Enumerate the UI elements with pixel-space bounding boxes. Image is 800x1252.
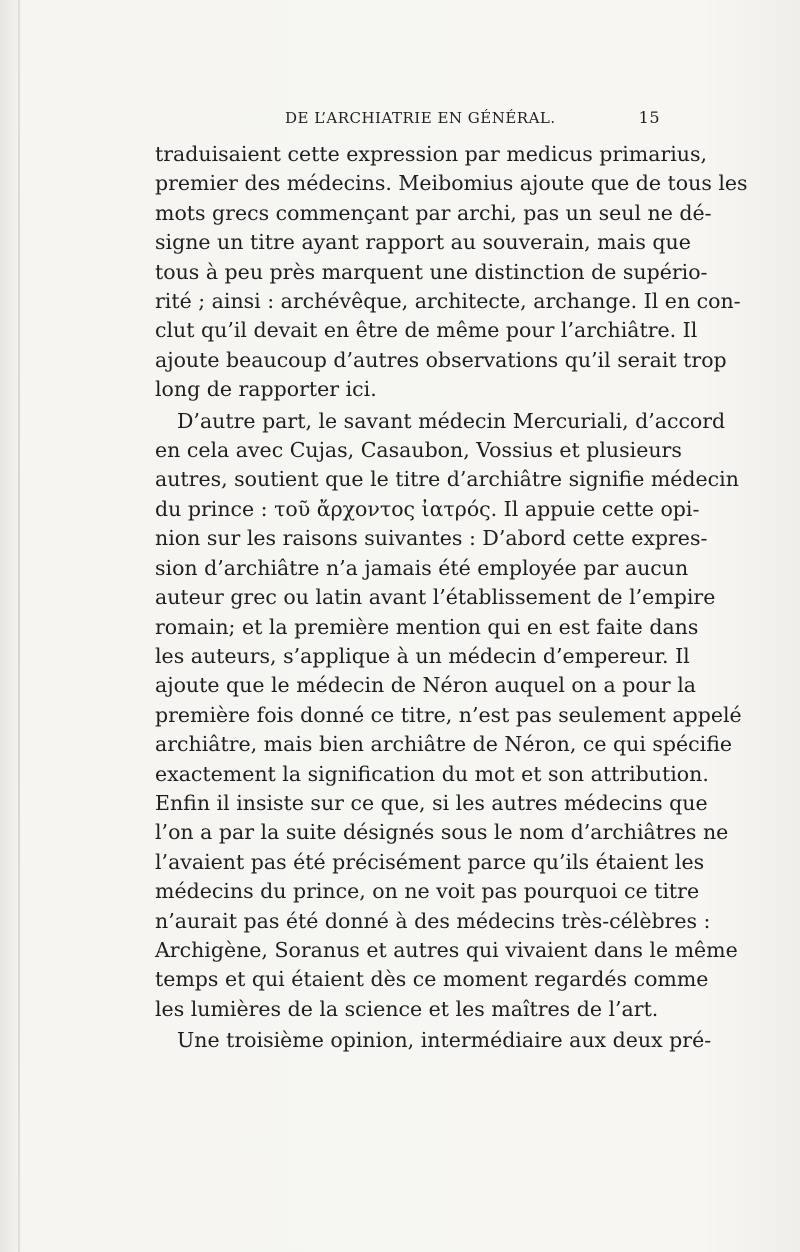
text-line: ajoute beaucoup d’autres observations qu’il serait trop xyxy=(155,347,727,372)
text-line: D’autre part, le savant médecin Mercuriali, d’accord xyxy=(177,408,726,433)
text-line: long de rapporter ici. xyxy=(155,377,377,402)
text-line: en cela avec Cujas, Casaubon, Vossius et plusieurs xyxy=(155,438,682,463)
text-line: les auteurs, s’applique à un médecin d’empereur. Il xyxy=(155,643,690,668)
text-line: première fois donné ce titre, n’est pas seulement appelé xyxy=(155,702,742,727)
text-line: tous à peu près marquent une distinction de supério- xyxy=(155,259,708,284)
text-line: auteur grec ou latin avant l’établissement de l’empire xyxy=(155,585,716,610)
text-line: ajoute que le médecin de Néron auquel on a pour la xyxy=(155,673,696,698)
text-line: nion sur les raisons suivantes : D’abord cette expres- xyxy=(155,526,708,551)
text-line: autres, soutient que le titre d’archiâtre signifie médecin xyxy=(155,467,739,492)
text-line: signe un titre ayant rapport au souverain, mais que xyxy=(155,230,691,255)
running-title: DE L’ARCHIATRIE EN GÉNÉRAL. xyxy=(285,109,556,127)
body-text xyxy=(155,140,748,1056)
text-line: clut qu’il devait en être de même pour l’archiâtre. Il xyxy=(155,318,698,343)
text-line: Enfin il insiste sur ce que, si les autres médecins que xyxy=(155,790,708,815)
text-line: l’avaient pas été précisément parce qu’ils étaient les xyxy=(155,849,705,874)
text-line: Archigène, Soranus et autres qui vivaient dans le même xyxy=(155,937,738,962)
text-line: n’aurait pas été donné à des médecins très-célèbres : xyxy=(155,908,711,933)
text-line: médecins du prince, on ne voit pas pourquoi ce titre xyxy=(155,879,700,904)
text-line: exactement la signification du mot et son attribution. xyxy=(155,761,709,786)
page-number: 15 xyxy=(638,108,660,127)
text-line: temps et qui étaient dès ce moment regardés comme xyxy=(155,967,709,992)
text-line: traduisaient cette expression par medicus primarius, xyxy=(155,142,708,166)
text-line: rité ; ainsi : archévêque, architecte, archange. Il en con- xyxy=(155,289,741,314)
text-line: sion d’archiâtre n’a jamais été employée par aucun xyxy=(155,555,689,580)
running-head xyxy=(155,108,660,127)
text-line: Une troisième opinion, intermédiaire aux deux pré- xyxy=(177,1028,712,1053)
page-gutter xyxy=(18,0,20,1252)
text-line: archiâtre, mais bien archiâtre de Néron, ce qui spécifie xyxy=(155,732,733,757)
text-line: l’on a par la suite désignés sous le nom d’archiâtres ne xyxy=(155,820,729,845)
text-line: premier des médecins. Meibomius ajoute que de tous les xyxy=(155,171,748,196)
text-line: du prince : τοῦ ἄρχοντος ἰατρός. Il appuie cette opi- xyxy=(155,496,700,521)
text-line: les lumières de la science et les maîtres de l’art. xyxy=(155,996,659,1021)
text-line: romain; et la première mention qui en est faite dans xyxy=(155,614,699,639)
text-line: mots grecs commençant par archi, pas un seul ne dé- xyxy=(155,200,712,225)
